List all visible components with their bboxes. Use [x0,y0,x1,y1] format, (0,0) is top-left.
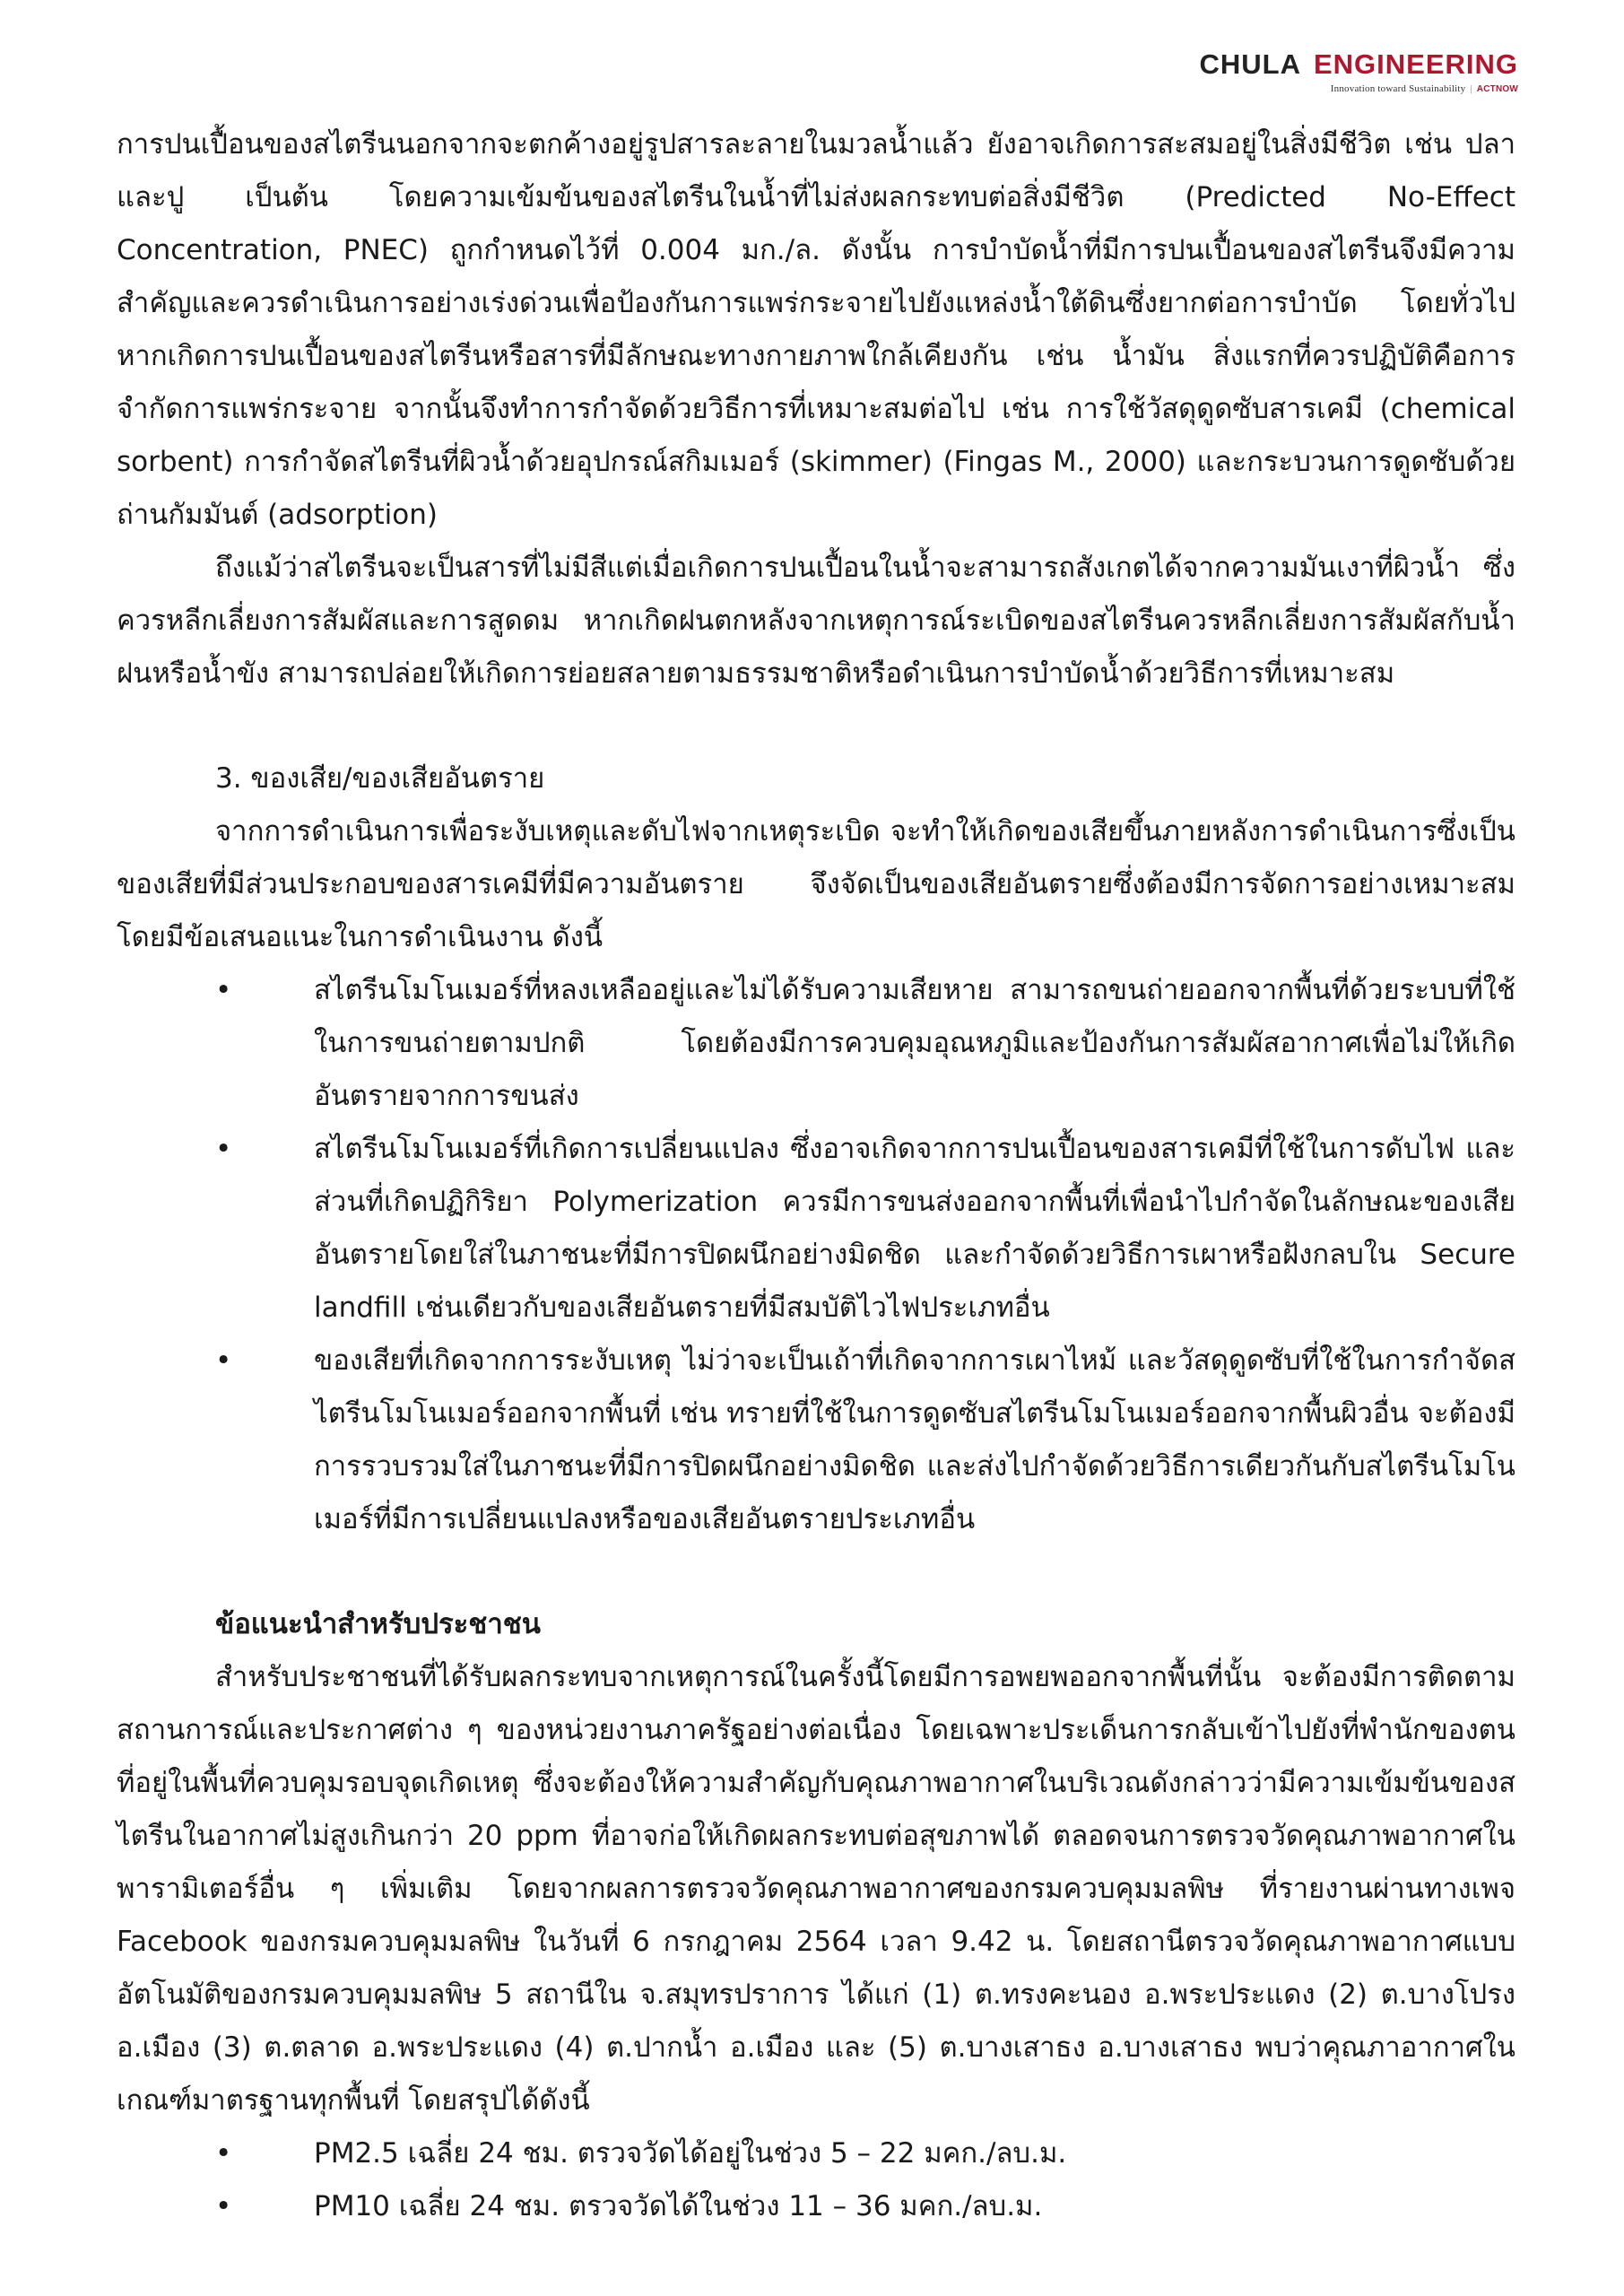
tagline-actnow: ACTNOW [1476,84,1518,94]
list-item-text: PM2.5 เฉลี่ย 24 ชม. ตรวจวัดได้อยู่ในช่วง 5 – 22 มคก./ลบ.ม. [314,2137,1067,2170]
logo-chula-text: CHULA [1199,48,1301,80]
tagline-separator: | [1470,83,1472,94]
list-item-text: สไตรีนโมโนเมอร์ที่หลงเหลืออยู่และไม่ได้รับความเสียหาย สามารถขนถ่ายออกจากพื้นที่ด้วยระบบที่ใช้ในการขนถ่ายตามปกติ โดยต้องมีการควบคุมอุณหภูมิและป้องกันการสัมผัสอากาศเพื่อไม่ให้เกิดอันตรายจากการขนส่ง [314,974,1515,1112]
list-item [117,2127,1515,2180]
list-item-text: สไตรีนโมโนเมอร์ที่เกิดการเปลี่ยนแปลง ซึ่งอาจเกิดจากการปนเปื้อนของสารเคมีที่ใช้ในการดับไฟ และส่วนที่เกิดปฏิกิริยา Polymerization ควรมีการขนส่งออกจากพื้นที่เพื่อนำไปกำจัดในลักษณะของเสียอันตรายโดยใส่ในภาชนะที่มีการปิดผนึกอย่างมิดชิด และกำจัดด้วยวิธีการเผาหรือฝังกลบใน Secure landfill เช่นเดียวกับของเสียอันตรายที่มีสมบัติไวไฟประเภทอื่น [314,1133,1515,1324]
list-item [117,1123,1515,1335]
list-item [117,964,1515,1123]
bullet-icon: • [215,2190,232,2222]
air-quality-bullet-list [117,2127,1515,2233]
section-3-bullet-list [117,964,1515,1546]
bullet-icon: • [215,1344,232,1377]
bullet-icon: • [215,2137,232,2170]
public-advice-heading: ข้อแนะนำสำหรับประชาชน [215,1608,541,1640]
document-body [117,118,1515,2233]
logo-engineering-text: ENGINEERING [1313,48,1518,80]
logo-tagline [1199,83,1518,94]
section-3-heading: 3. ของเสีย/ของเสียอันตราย [215,762,545,795]
paragraph-styrene-observation: ถึงแม้ว่าสไตรีนจะเป็นสารที่ไม่มีสีแต่เมื่อเกิดการปนเปื้อนในน้ำจะสามารถสังเกตได้จากความมันเงาที่ผิวน้ำ ซึ่งควรหลีกเลี่ยงการสัมผัสและการสูดดม หากเกิดฝนตกหลังจากเหตุการณ์ระเบิดของสไตรีนควรหลีกเลี่ยงการสัมผัสกับน้ำฝนหรือน้ำขัง สามารถปล่อยให้เกิดการย่อยสลายตามธรรมชาติหรือดำเนินการบำบัดน้ำด้วยวิธีการที่เหมาะสม [117,552,1515,690]
logo-wordmark [1199,50,1518,78]
list-item-text: PM10 เฉลี่ย 24 ชม. ตรวจวัดได้ในช่วง 11 – 36 มคก./ลบ.ม. [314,2190,1043,2222]
paragraph-styrene-contamination: การปนเปื้อนของสไตรีนนอกจากจะตกค้างอยู่รูปสารละลายในมวลน้ำแล้ว ยังอาจเกิดการสะสมอยู่ในสิ่งมีชีวิต เช่น ปลา และปู เป็นต้น โดยความเข้มข้นของสไตรีนในน้ำที่ไม่ส่งผลกระทบต่อสิ่งมีชีวิต (Predicted No-Effect Concentration, PNEC) ถูกกำหนดไว้ที่ 0.004 มก./ล. ดังนั้น การบำบัดน้ำที่มีการปนเปื้อนของสไตรีนจึงมีความสำคัญและควรดำเนินการอย่างเร่งด่วนเพื่อป้องกันการแพร่กระจายไปยังแหล่งน้ำใต้ดินซึ่งยากต่อการบำบัด โดยทั่วไปหากเกิดการปนเปื้อนของสไตรีนหรือสารที่มีลักษณะทางกายภาพใกล้เคียงกัน เช่น น้ำมัน สิ่งแรกที่ควรปฏิบัติคือการจำกัดการแพร่กระจาย จากนั้นจึงทำการกำจัดด้วยวิธีการที่เหมาะสมต่อไป เช่น การใช้วัสดุดูดซับสารเคมี (chemical sorbent) การกำจัดสไตรีนที่ผิวน้ำด้วยอุปกรณ์สกิมเมอร์ (skimmer) (Fingas M., 2000) และกระบวนการดูดซับด้วยถ่านกัมมันต์ (adsorption) [117,128,1515,531]
list-item [117,1335,1515,1546]
section-gap [117,700,1515,752]
tagline-text: Innovation toward Sustainability [1330,83,1466,94]
section-3-intro: จากการดำเนินการเพื่อระงับเหตุและดับไฟจากเหตุระเบิด จะทำให้เกิดของเสียขึ้นภายหลังการดำเนินการซึ่งเป็นของเสียที่มีส่วนประกอบของสารเคมีที่มีความอันตราย จึงจัดเป็นของเสียอันตรายซึ่งต้องมีการจัดการอย่างเหมาะสม โดยมีข้อเสนอแนะในการดำเนินงาน ดังนี้ [117,815,1515,953]
section-gap [117,1546,1515,1598]
bullet-icon: • [215,974,232,1006]
list-item [117,2180,1515,2233]
list-item-text: ของเสียที่เกิดจากการระงับเหตุ ไม่ว่าจะเป็นเถ้าที่เกิดจากการเผาไหม้ และวัสดุดูดซับที่ใช้ในการกำจัดสไตรีนโมโนเมอร์ออกจากพื้นที่ เช่น ทรายที่ใช้ในการดูดซับสไตรีนโมโนเมอร์ออกจากพื้นผิวอื่น จะต้องมีการรวบรวมใส่ในภาชนะที่มีการปิดผนึกอย่างมิดชิด และส่งไปกำจัดด้วยวิธีการเดียวกันกับสไตรีนโมโนเมอร์ที่มีการเปลี่ยนแปลงหรือของเสียอันตรายประเภทอื่น [314,1344,1515,1535]
chula-engineering-logo [1199,50,1518,94]
bullet-icon: • [215,1133,232,1165]
public-advice-body: สำหรับประชาชนที่ได้รับผลกระทบจากเหตุการณ์ในครั้งนี้โดยมีการอพยพออกจากพื้นที่นั้น จะต้องมีการติดตามสถานการณ์และประกาศต่าง ๆ ของหน่วยงานภาครัฐอย่างต่อเนื่อง โดยเฉพาะประเด็นการกลับเข้าไปยังที่พำนักของตนที่อยู่ในพื้นที่ควบคุมรอบจุดเกิดเหตุ ซึ่งจะต้องให้ความสำคัญกับคุณภาพอากาศในบริเวณดังกล่าวว่ามีความเข้มข้นของสไตรีนในอากาศไม่สูงเกินกว่า 20 ppm ที่อาจก่อให้เกิดผลกระทบต่อสุขภาพได้ ตลอดจนการตรวจวัดคุณภาพอากาศในพารามิเตอร์อื่น ๆ เพิ่มเติม โดยจากผลการตรวจวัดคุณภาพอากาศของกรมควบคุมมลพิษ ที่รายงานผ่านทางเพจ Facebook ของกรมควบคุมมลพิษ ในวันที่ 6 กรกฎาคม 2564 เวลา 9.42 น. โดยสถานีตรวจวัดคุณภาพอากาศแบบอัตโนมัติของกรมควบคุมมลพิษ 5 สถานีใน จ.สมุทรปราการ ได้แก่ (1) ต.ทรงคะนอง อ.พระประแดง (2) ต.บางโปรง อ.เมือง (3) ต.ตลาด อ.พระประแดง (4) ต.ปากน้ำ อ.เมือง และ (5) ต.บางเสาธง อ.บางเสาธง พบว่าคุณภาอากาศในเกณฑ์มาตรฐานทุกพื้นที่ โดยสรุปได้ดังนี้ [117,1661,1515,2117]
